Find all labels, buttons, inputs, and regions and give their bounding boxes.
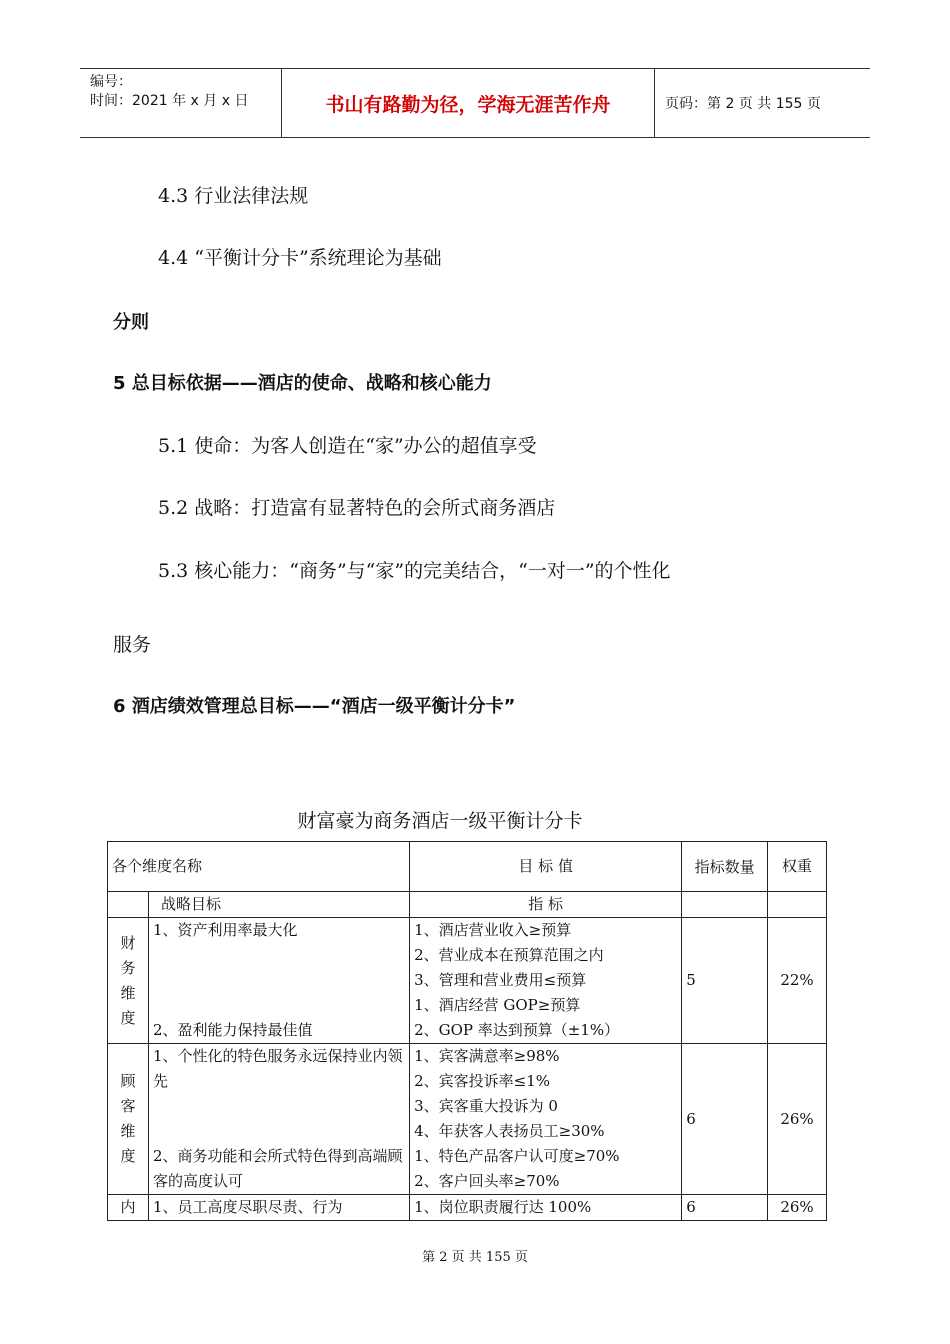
internal-count: 6: [682, 1195, 768, 1221]
heading-section-5: 5 总目标依据——酒店的使命、战略和核心能力: [113, 373, 492, 394]
doc-number: 编号：: [90, 74, 132, 90]
col-header-weight: 权重: [768, 842, 827, 892]
section-5-2: 5.2 战略：打造富有显著特色的会所式商务酒店: [158, 497, 556, 519]
list-item: 1、宾客满意率≥98%: [414, 1047, 560, 1065]
scorecard-table: [107, 841, 827, 1221]
section-5-3-cont: 服务: [113, 634, 152, 656]
financial-goals: [148, 918, 409, 1044]
financial-goal-1: 1、资产利用率最大化: [152, 921, 298, 939]
internal-weight: 26%: [768, 1195, 827, 1221]
customer-goals: [148, 1044, 409, 1195]
financial-count: 5: [682, 918, 768, 1044]
header-motto: 书山有路勤为径，学海无涯苦作舟: [282, 69, 655, 137]
dimension-financial: 财务维度: [108, 918, 149, 1044]
customer-weight: 26%: [768, 1044, 827, 1195]
customer-count: 6: [682, 1044, 768, 1195]
section-4-3: 4.3 行业法律法规: [158, 185, 309, 207]
section-5-3: 5.3 核心能力：“商务”与“家”的完美结合，“一对一”的个性化: [158, 560, 671, 582]
list-item: 1、酒店经营 GOP≥预算: [414, 996, 581, 1014]
section-5-1: 5.1 使命：为客人创造在“家”办公的超值享受: [158, 435, 537, 457]
dimension-internal: 内: [108, 1195, 149, 1221]
page-header: [80, 68, 870, 138]
subheader-indicator: 指 标: [410, 892, 682, 918]
list-item: 3、管理和营业费用≤预算: [414, 971, 587, 989]
section-4-4: 4.4 “平衡计分卡”系统理论为基础: [158, 247, 442, 269]
col-header-count: 指标数量: [682, 842, 768, 892]
customer-goal-1: 1、个性化的特色服务永远保持业内领先: [152, 1047, 403, 1090]
heading-section-6: 6 酒店绩效管理总目标——“酒店一级平衡计分卡”: [113, 696, 516, 717]
internal-goal-1: 1、员工高度尽职尽责、行为: [148, 1195, 409, 1221]
page-footer: 第 2 页 共 155 页: [422, 1250, 528, 1265]
customer-goal-2: 2、商务功能和会所式特色得到高端顾客的高度认可: [152, 1147, 403, 1190]
table-title: 财富豪为商务酒店一级平衡计分卡: [297, 810, 583, 832]
list-item: 1、特色产品客户认可度≥70%: [414, 1147, 620, 1165]
dimension-customer: 顾客维度: [108, 1044, 149, 1195]
col-header-target: 目 标 值: [410, 842, 682, 892]
doc-date: 时间：2021 年 x 月 x 日: [90, 93, 249, 109]
list-item: 2、客户回头率≥70%: [414, 1172, 560, 1190]
list-item: 2、宾客投诉率≤1%: [414, 1072, 550, 1090]
list-item: 4、年获客人表扬员工≥30%: [414, 1122, 605, 1140]
customer-indicators: [410, 1044, 682, 1195]
subheader-blank: [108, 892, 149, 918]
financial-weight: 22%: [768, 918, 827, 1044]
header-page: 页码：第 2 页 共 155 页: [665, 96, 821, 112]
heading-fenze: 分则: [113, 312, 149, 333]
list-item: 2、GOP 率达到预算（±1%）: [414, 1021, 620, 1039]
financial-indicators: [410, 918, 682, 1044]
list-item: 2、营业成本在预算范围之内: [414, 946, 604, 964]
list-item: 1、酒店营业收入≥预算: [414, 921, 572, 939]
internal-indicator-1: 1、岗位职责履行达 100%: [410, 1195, 682, 1221]
header-meta: [80, 69, 282, 137]
subheader-goal: 战略目标: [148, 892, 409, 918]
list-item: 3、宾客重大投诉为 0: [414, 1097, 558, 1115]
financial-goal-2: 2、盈利能力保持最佳值: [152, 1021, 313, 1039]
col-header-dimension: 各个维度名称: [108, 842, 410, 892]
